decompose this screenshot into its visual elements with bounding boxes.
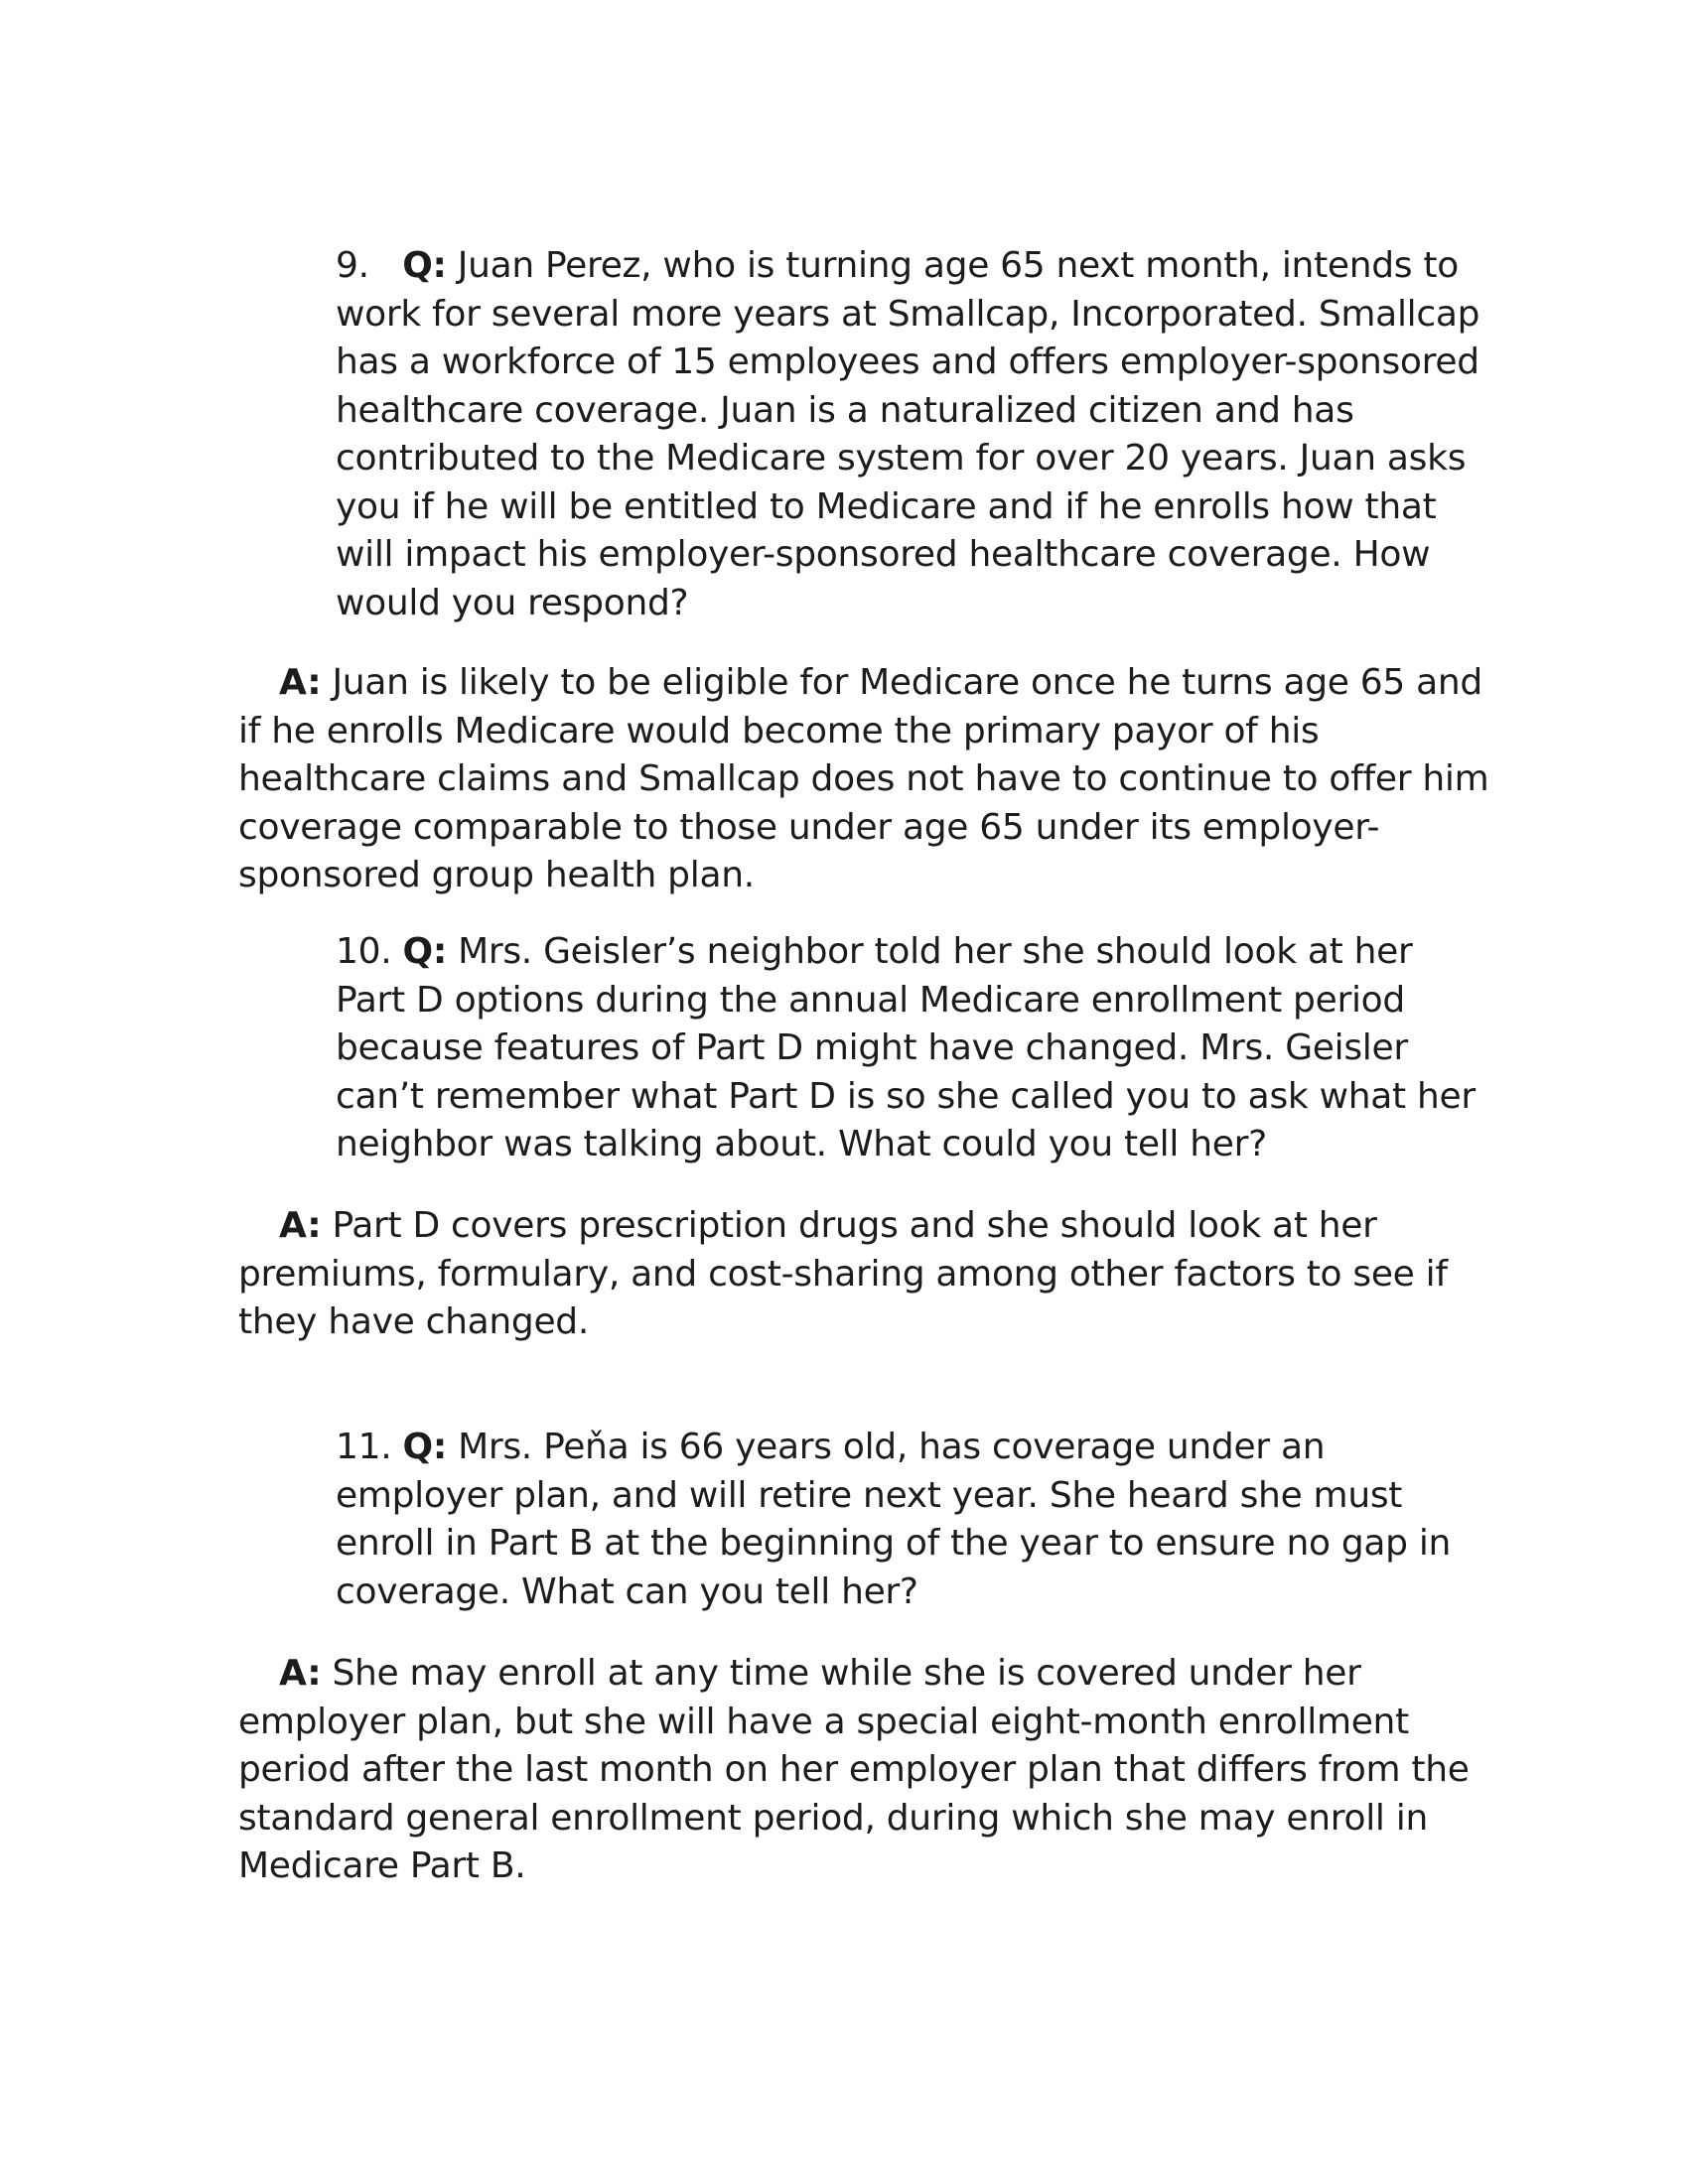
question-number: 10. (336, 931, 392, 972)
question-label: Q: (402, 245, 447, 286)
question-label: Q: (402, 1427, 447, 1467)
answer-text: Juan is likely to be eligible for Medicare once he turns age 65 and if he enrolls Medicare would become the primary payor of his healthcare claims and Smallcap does not have to continue to offer him coverage comparable to those under age 65 under its employer-sponsored group health plan. (238, 662, 1489, 895)
answer-label: A: (279, 1205, 322, 1246)
answer-10 (238, 1202, 1489, 1347)
question-number: 9. (336, 245, 369, 286)
question-text: Mrs. Geisler’s neighbor told her she should look at her Part D options during the annual Medicare enrollment period because features of Part D might have changed. Mrs. Geisler can’t remember what Part D is so she called you to ask what her neighbor was talking about. What could you tell her? (336, 931, 1476, 1164)
question-11 (336, 1424, 1487, 1616)
answer-11 (238, 1650, 1489, 1891)
question-text: Juan Perez, who is turning age 65 next month, intends to work for several more years at Smallcap, Incorporated. Smallcap has a workforce of 15 employees and offers employer-sponsored healthcare coverage. Juan is a naturalized citizen and has contributed to the Medicare system for over 20 years. Juan asks you if he will be entitled to Medicare and if he enrolls how that will impact his employer-sponsored healthcare coverage. How would you respond? (336, 245, 1480, 623)
question-number: 11. (336, 1427, 392, 1467)
question-10 (336, 928, 1487, 1169)
question-text: Mrs. Peňa is 66 years old, has coverage under an employer plan, and will retire next year. She heard she must enroll in Part B at the beginning of the year to ensure no gap in coverage. What can you tell her? (336, 1427, 1452, 1612)
question-label: Q: (402, 931, 447, 972)
answer-9 (238, 659, 1489, 900)
answer-label: A: (279, 1653, 322, 1694)
answer-label: A: (279, 662, 322, 703)
answer-text: She may enroll at any time while she is covered under her employer plan, but she will have a special eight-month enrollment period after the last month on her employer plan that differs from the standard general enrollment period, during which she may enroll in Medicare Part B. (238, 1653, 1470, 1886)
question-9 (336, 242, 1487, 627)
answer-text: Part D covers prescription drugs and she should look at her premiums, formulary, and cost-sharing among other factors to see if they have changed. (238, 1205, 1448, 1342)
